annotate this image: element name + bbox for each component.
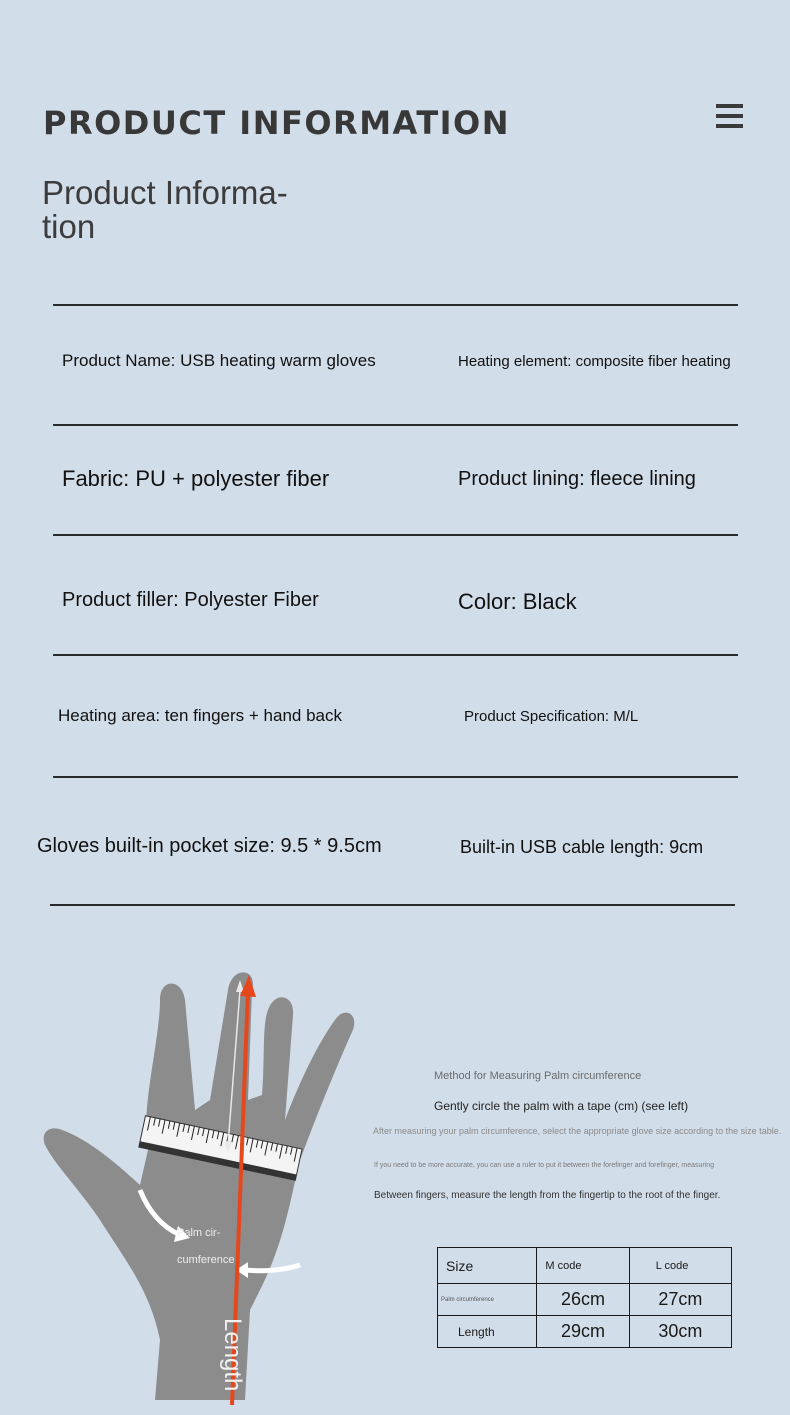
spec-specification: Product Specification: M/L bbox=[464, 708, 639, 725]
measure-step-1: Gently circle the palm with a tape (cm) (see left) bbox=[434, 1099, 689, 1113]
table-cell-label: Length bbox=[438, 1316, 537, 1348]
divider bbox=[53, 654, 738, 656]
divider bbox=[53, 424, 738, 426]
table-row bbox=[438, 1316, 732, 1348]
spec-lining: Product lining: fleece lining bbox=[458, 468, 696, 490]
palm-circumference-label-2: cumference bbox=[177, 1254, 235, 1266]
hand-measurement-illustration bbox=[0, 960, 370, 1415]
table-cell-value: 27cm bbox=[629, 1284, 731, 1316]
divider bbox=[50, 904, 735, 906]
measure-step-3: If you need to be more accurate, you can use a ruler to put it between the forefinger and forefinger, measuring bbox=[374, 1162, 715, 1169]
table-cell-value: 30cm bbox=[629, 1316, 731, 1348]
divider bbox=[53, 534, 738, 536]
table-row bbox=[438, 1284, 732, 1316]
table-header-cell: L code bbox=[629, 1248, 731, 1284]
section-subtitle: Product Informa- tion bbox=[42, 174, 288, 245]
palm-circumference-label-1: Palm cir- bbox=[177, 1227, 221, 1239]
table-cell-value: 26cm bbox=[537, 1284, 629, 1316]
spec-pocket-size: Gloves built-in pocket size: 9.5 * 9.5cm bbox=[37, 835, 382, 857]
spec-heating-element: Heating element: composite fiber heating bbox=[458, 353, 731, 370]
table-cell-value: 29cm bbox=[537, 1316, 629, 1348]
menu-icon[interactable] bbox=[716, 104, 744, 128]
spec-fabric: Fabric: PU + polyester fiber bbox=[62, 466, 330, 491]
table-header-cell: M code bbox=[537, 1248, 629, 1284]
divider bbox=[53, 304, 738, 306]
divider bbox=[53, 776, 738, 778]
table-cell-label: Palm circumference bbox=[438, 1284, 537, 1316]
hand-silhouette bbox=[44, 972, 355, 1400]
measure-step-4: Between fingers, measure the length from the fingertip to the root of the finger. bbox=[374, 1190, 721, 1201]
spec-color: Color: Black bbox=[458, 589, 577, 614]
spec-product-name: Product Name: USB heating warm gloves bbox=[62, 351, 376, 370]
table-header-row bbox=[438, 1248, 732, 1284]
measure-heading: Method for Measuring Palm circumference bbox=[434, 1070, 642, 1082]
spec-filler: Product filler: Polyester Fiber bbox=[62, 589, 319, 611]
length-label: Length bbox=[219, 1318, 246, 1392]
page-title: PRODUCT INFORMATION bbox=[43, 104, 511, 142]
spec-usb-cable: Built-in USB cable length: 9cm bbox=[460, 837, 704, 857]
spec-heating-area: Heating area: ten fingers + hand back bbox=[58, 706, 342, 725]
table-header-cell: Size bbox=[438, 1248, 537, 1284]
size-table bbox=[437, 1247, 732, 1348]
measure-step-2: After measuring your palm circumference, select the appropriate glove size according to the size table. bbox=[373, 1126, 782, 1136]
